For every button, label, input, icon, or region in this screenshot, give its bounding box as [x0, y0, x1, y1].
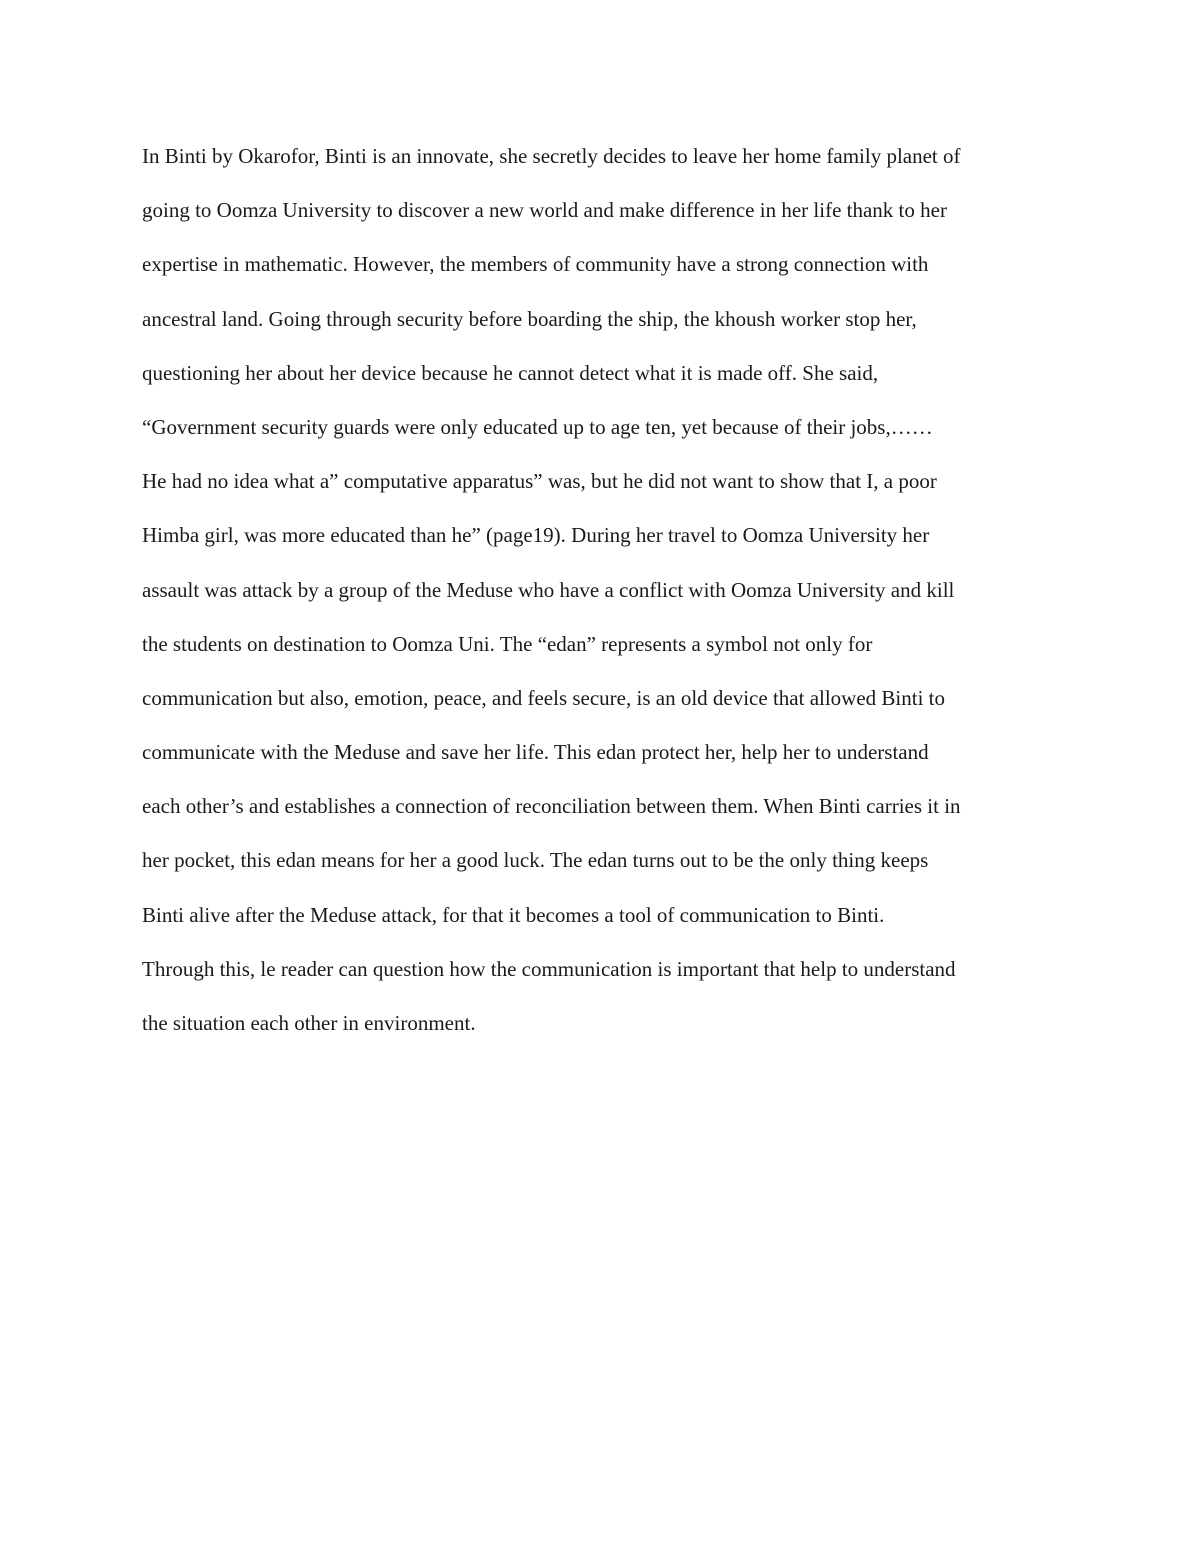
paragraph-line: her pocket, this edan means for her a good luck. The edan turns out to be the only thing keeps — [142, 848, 929, 873]
paragraph-line: Binti alive after the Meduse attack, for that it becomes a tool of communication to Binti. — [142, 902, 885, 927]
paragraph-line: going to Oomza University to discover a new world and make difference in her life thank to her — [142, 198, 947, 223]
paragraph-line: Himba girl, was more educated than he” (page19). During her travel to Oomza University her — [142, 523, 930, 548]
paragraph-line: communicate with the Meduse and save her life. This edan protect her, help her to understand — [142, 740, 929, 765]
paragraph-line: assault was attack by a group of the Meduse who have a conflict with Oomza University and kill — [142, 577, 955, 602]
paragraph-line: “Government security guards were only educated up to age ten, yet because of their jobs,…… — [142, 414, 933, 439]
paragraph-line: expertise in mathematic. However, the members of community have a strong connection with — [142, 252, 929, 277]
paragraph-line: the situation each other in environment. — [142, 1011, 476, 1035]
body-paragraph — [142, 140, 1082, 1061]
paragraph-line: communication but also, emotion, peace, and feels secure, is an old device that allowed Binti to — [142, 685, 946, 710]
paragraph-line: He had no idea what a” computative apparatus” was, but he did not want to show that I, a poor — [142, 469, 937, 494]
paragraph-line: questioning her about her device because he cannot detect what it is made off. She said, — [142, 360, 879, 385]
paragraph-line: Through this, le reader can question how the communication is important that help to understand — [142, 956, 956, 981]
paragraph-line: the students on destination to Oomza Uni. The “edan” represents a symbol not only for — [142, 631, 873, 656]
paragraph-line: ancestral land. Going through security before boarding the ship, the khoush worker stop her, — [142, 306, 917, 331]
paragraph-line: In Binti by Okarofor, Binti is an innovate, she secretly decides to leave her home family planet of — [142, 144, 961, 168]
paragraph-line: each other’s and establishes a connection of reconciliation between them. When Binti carries it in — [142, 794, 961, 819]
